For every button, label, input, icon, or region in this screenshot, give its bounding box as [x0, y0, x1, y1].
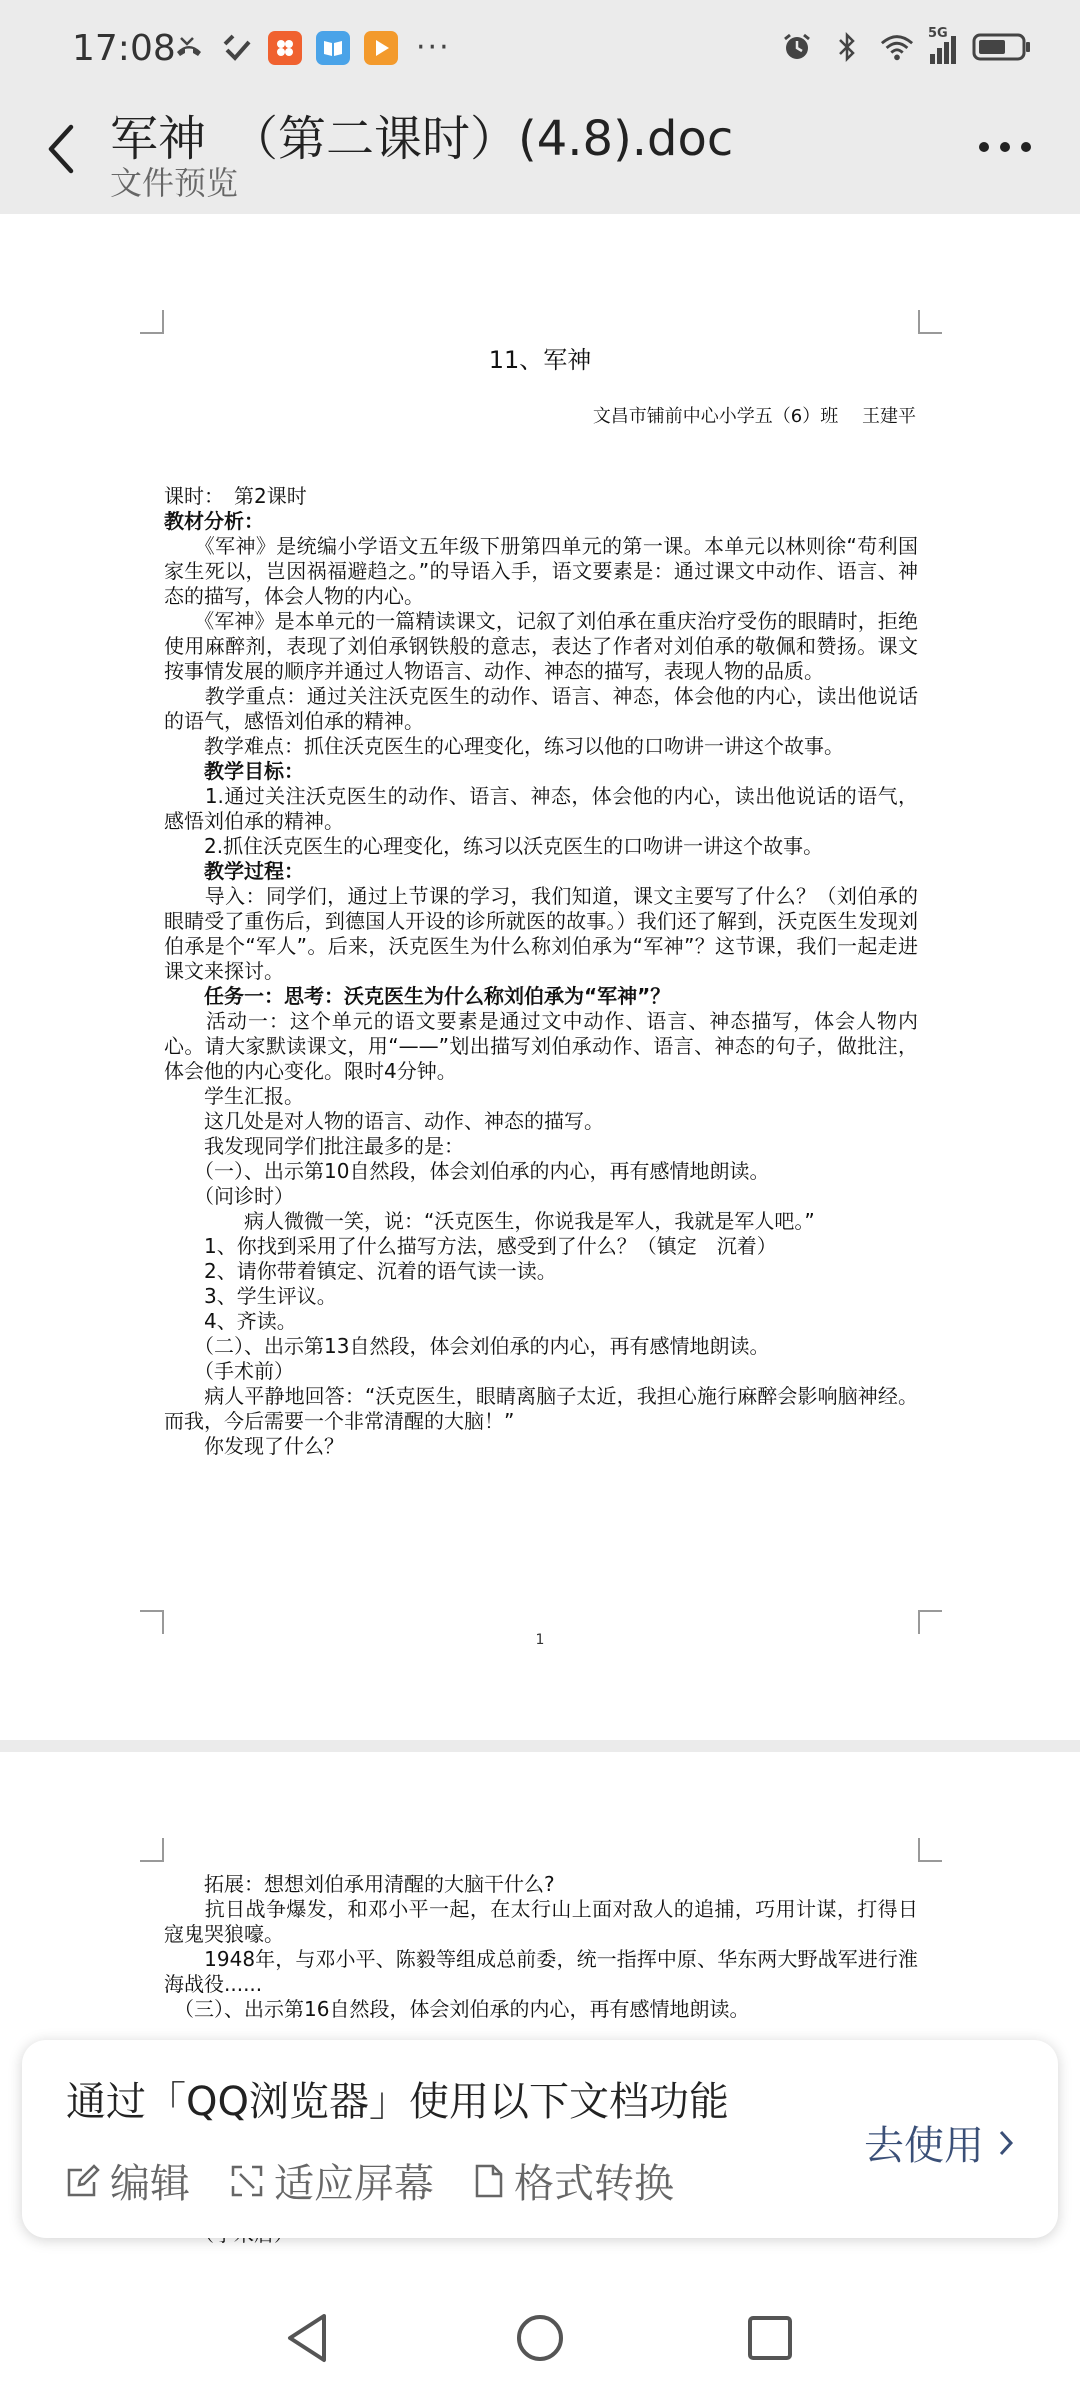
page-corner-mark [140, 1838, 164, 1862]
back-button[interactable] [30, 114, 90, 184]
fit-screen-label: 适应屏幕 [274, 2161, 434, 2207]
page-corner-mark [918, 310, 942, 334]
document-text-line: （三）、出示第16自然段，体会刘伯承的内心，再有感情地朗读。 [164, 1997, 750, 2021]
document-text-line: 任务一：思考：沃克医生为什么称刘伯承为“军神”？ [164, 984, 671, 1008]
document-text-line: 病人微微一笑，说：“沃克医生，你说我是军人，我就是军人吧。” [164, 1209, 815, 1233]
page-corner-mark [918, 1838, 942, 1862]
network-label: 5G [928, 26, 948, 41]
battery-icon [972, 30, 1032, 64]
page-number: 1 [535, 1632, 545, 1648]
go-use-label: 去使用 [864, 2123, 984, 2169]
banner-features [66, 2152, 674, 2209]
alarm-icon [780, 30, 814, 64]
edit-label: 编辑 [110, 2161, 190, 2207]
document-text-line: 我发现同学们批注最多的是： [164, 1134, 464, 1158]
document-text-line: 《军神》是本单元的一篇精读课文，记叙了刘伯承在重庆治疗受伤的眼睛时，拒绝使用麻醉剂，表现了刘伯承钢铁般的意志，表达了作者对刘伯承的敬佩和赞扬。课文按事情发展的顺序并通过人物语言、动作、神态的描写，表现人物的品质。 [164, 609, 918, 683]
link-icon [220, 31, 254, 65]
document-text-line: 你发现了什么？ [164, 1434, 344, 1458]
document-text-line: 抗日战争爆发，和邓小平一起，在太行山上面对敌人的追捕，巧用计谋，打得日寇鬼哭狼嚎。 [164, 1897, 918, 1946]
document-text-line: 2、请你带着镇定、沉着的语气读一读。 [164, 1259, 557, 1283]
status-more: ··· [416, 30, 451, 65]
lesson-heading: 11、军神 [488, 346, 592, 374]
document-text-line: 病人平静地回答：“沃克医生，眼睛离脑子太近，我担心施行麻醉会影响脑神经。而我，今后需要一个非常清醒的大脑！” [164, 1384, 918, 1433]
format-convert-feature[interactable] [474, 2152, 674, 2209]
fit-screen-icon [230, 2164, 264, 2198]
page-corner-mark [140, 310, 164, 334]
edit-feature[interactable] [66, 2152, 190, 2209]
nav-home-button[interactable] [508, 2306, 572, 2370]
back-triangle-icon [284, 2312, 332, 2364]
home-circle-icon [514, 2312, 566, 2364]
document-text-line: 拓展：想想刘伯承用清醒的大脑干什么? [164, 1872, 555, 1896]
document-text-line: 1.通过关注沃克医生的动作、语言、神态，体会他的内心，读出他说话的语气，感悟刘伯承的精神。 [164, 784, 918, 833]
document-text-line: 课时： 第2课时 [164, 484, 307, 508]
document-text-line: 2.抓住沃克医生的心理变化，练习以沃克医生的口吻讲一讲这个故事。 [164, 834, 824, 858]
format-convert-label: 格式转换 [514, 2161, 674, 2207]
document-title: 军神 （第二课时）(4.8).doc [110, 111, 734, 167]
page-corner-mark [140, 1610, 164, 1634]
document-text-line: 教学目标： [164, 759, 304, 783]
page-corner-mark [918, 1610, 942, 1634]
document-text-line: （问诊时） [164, 1184, 294, 1208]
more-dots-icon [978, 141, 1032, 153]
bluetooth-icon [830, 30, 864, 64]
document-text-line: （一）、出示第10自然段，体会刘伯承的内心，再有感情地朗读。 [164, 1159, 770, 1183]
qq-browser-banner [22, 2040, 1058, 2238]
document-text-line: 1、你找到采用了什么描写方法，感受到了什么？（镇定 沉着） [164, 1234, 777, 1258]
app-icon-orange [268, 31, 302, 65]
document-text-line: 教材分析： [164, 509, 264, 533]
document-text-line: 活动一：这个单元的语文要素是通过文中动作、语言、神态描写，体会人物内心。请大家默读课文，用“——”划出描写刘伯承动作、语言、神态的句子，做批注，体会他的内心变化。限时4分钟。 [164, 1009, 918, 1083]
banner-title: 通过「QQ浏览器」使用以下文档功能 [66, 2079, 729, 2125]
lesson-body [164, 484, 918, 1459]
document-text-line: （二）、出示第13自然段，体会刘伯承的内心，再有感情地朗读。 [164, 1334, 770, 1358]
app-icon-play [364, 31, 398, 65]
document-text-line: 3、学生评议。 [164, 1284, 337, 1308]
missed-call-icon [172, 31, 206, 65]
status-bar [0, 0, 1080, 100]
app-icon-book [316, 31, 350, 65]
fit-screen-feature[interactable] [230, 2152, 434, 2209]
document-text-line: 学生汇报。 [164, 1084, 304, 1108]
document-text-line: 1948年，与邓小平、陈毅等组成总前委，统一指挥中原、华东两大野战军进行淮海战役...... [164, 1947, 918, 1996]
document-page-1[interactable] [0, 214, 1080, 1740]
more-options-button[interactable] [970, 122, 1040, 172]
document-text-line: 《军神》是统编小学语文五年级下册第四单元的第一课。本单元以林则徐“苟利国家生死以，岂因祸福避趋之。”的导语入手，语文要素是：通过课文中动作、语言、神态的描写，体会人物的内心。 [164, 534, 918, 608]
nav-back-button[interactable] [276, 2306, 340, 2370]
lesson-author: 文昌市铺前中心小学五（6）班 王建平 [592, 406, 916, 427]
nav-recents-button[interactable] [738, 2306, 802, 2370]
status-time: 17:08 [72, 28, 176, 69]
edit-icon [66, 2164, 100, 2198]
recents-square-icon [746, 2314, 794, 2362]
back-arrow-icon [45, 123, 75, 175]
app-header [0, 100, 1080, 212]
document-text-line: 教学过程： [164, 859, 304, 883]
document-subtitle: 文件预览 [110, 164, 239, 202]
go-use-button[interactable] [864, 2114, 1014, 2171]
document-text-line: （手术前） [164, 1359, 294, 1383]
file-convert-icon [474, 2163, 504, 2199]
document-text-line: 教学难点：抓住沃克医生的心理变化，练习以他的口吻讲一讲这个故事。 [164, 734, 844, 758]
document-text-line: 4、齐读。 [164, 1309, 297, 1333]
document-text-line: 这几处是对人物的语言、动作、神态的描写。 [164, 1109, 604, 1133]
signal-icon [928, 26, 956, 64]
system-navigation-bar [0, 2278, 1080, 2400]
wifi-icon [880, 30, 914, 64]
chevron-right-icon [998, 2129, 1014, 2157]
document-text-line: 教学重点：通过关注沃克医生的动作、语言、神态，体会他的内心，读出他说话的语气，感悟刘伯承的精神。 [164, 684, 918, 733]
document-text-line: 导入：同学们，通过上节课的学习，我们知道，课文主要写了什么？（刘伯承的眼睛受了重伤后，到德国人开设的诊所就医的故事。）我们还了解到，沃克医生发现刘伯承是个“军人”。后来，沃克医生为什么称刘伯承为“军神”？这节课，我们一起走进课文来探讨。 [164, 884, 918, 983]
